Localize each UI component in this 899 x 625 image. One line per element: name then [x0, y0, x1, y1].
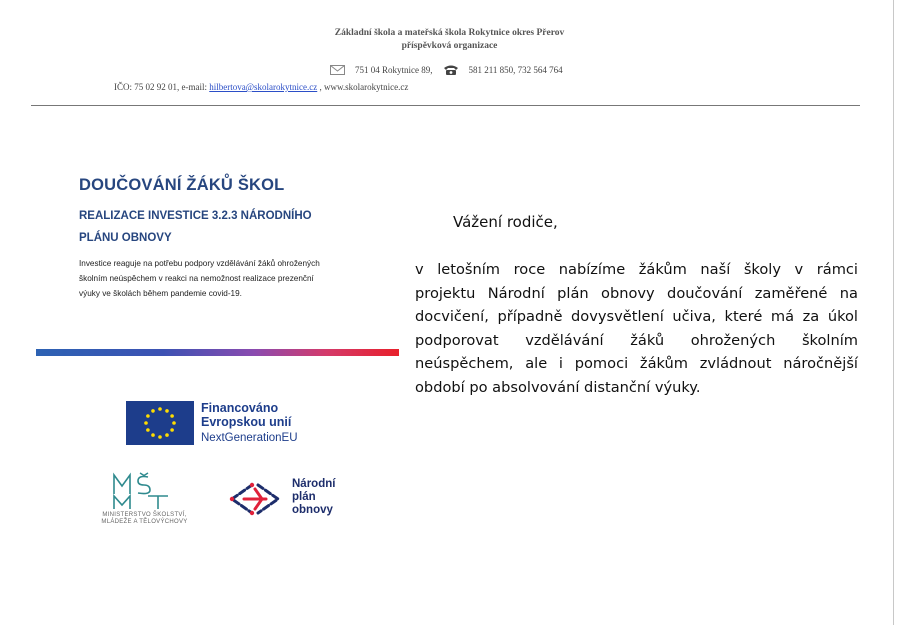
header-divider [31, 105, 860, 106]
description-line: školním neúspěchem v reakci na nemožnost realizace prezenční [79, 274, 314, 283]
description-line: výuky ve školách během pandemie covid-19. [79, 289, 242, 298]
eu-flag-icon [126, 401, 194, 450]
web-address: , www.skolarokytnice.cz [319, 82, 409, 92]
npo-line3: obnovy [292, 504, 333, 516]
address: 751 04 Rokytnice 89, [355, 65, 433, 75]
eu-line1: Financováno [201, 401, 279, 415]
phone-icon [443, 64, 459, 76]
npo-line1: Národní [292, 478, 336, 490]
msmt-caption [82, 512, 207, 526]
letter-line: období po absolvování distanční výuky. [415, 378, 701, 396]
letter-greeting: Vážení rodiče, [453, 213, 558, 231]
npo-logo-text [292, 478, 335, 517]
npo-logo-icon [222, 475, 288, 528]
letter-line: neúspěchem, ale i pomoci žákům zvládnout náročnější [415, 355, 858, 373]
npo-line2: plán [292, 491, 316, 503]
poster-subtitle-line1: REALIZACE INVESTICE 3.2.3 NÁRODNÍHO [79, 210, 312, 222]
eu-line3: NextGenerationEU [201, 432, 298, 444]
msmt-logo-icon [110, 472, 172, 517]
gradient-bar [36, 349, 399, 356]
eu-line2: Evropskou unií [201, 415, 292, 429]
poster-subtitle [79, 205, 379, 249]
envelope-icon [330, 65, 345, 75]
msmt-caption-line2: MLÁDEŽE A TĚLOVÝCHOVY [101, 519, 188, 525]
phone-numbers: 581 211 850, 732 564 764 [468, 65, 563, 75]
letter-line: projektu Národní plán obnovy doučování zaměřené na [415, 284, 858, 302]
msmt-caption-line1: MINISTERSTVO ŠKOLSTVÍ, [102, 512, 187, 518]
letter-line: podporovat vzdělávání žáků ohrožených školním [415, 331, 858, 349]
ico-row [114, 82, 408, 92]
school-name: Základní škola a mateřská škola Rokytnice okres Přerov [334, 28, 565, 38]
poster-title: DOUČOVÁNÍ ŽÁKŮ ŠKOL [79, 176, 285, 194]
email-link[interactable]: hilbertova@skolarokytnice.cz [209, 82, 318, 92]
letter-body [415, 258, 858, 400]
ico-prefix: IČO: 75 02 92 01, e-mail: [114, 82, 207, 92]
description-line: Investice reaguje na potřebu podpory vzdělávání žáků ohrožených [79, 259, 320, 268]
contact-row [330, 64, 563, 76]
page-edge [893, 0, 894, 625]
poster-subtitle-line2: PLÁNU OBNOVY [79, 232, 172, 244]
poster-description [79, 256, 369, 301]
school-type: příspěvková organizace [401, 41, 498, 51]
letter-line: docvičení, případně dovysvětlení učiva, které má za úkol [415, 308, 858, 326]
letter-line: v letošním roce nabízíme žákům naší školy v rámci [415, 261, 858, 278]
eu-funding-text [201, 401, 298, 446]
